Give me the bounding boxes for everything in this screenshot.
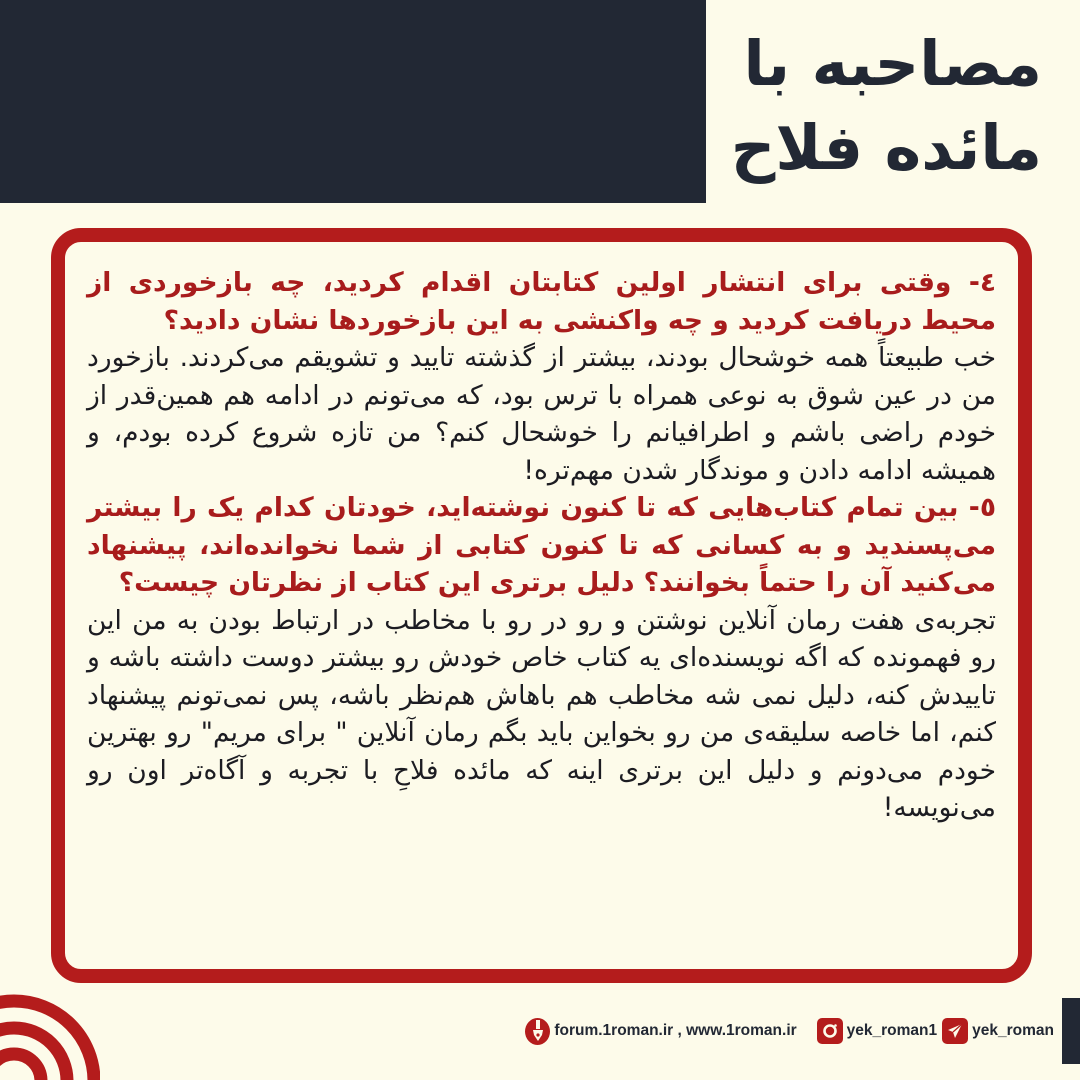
title-line-1: مصاحبه با	[743, 27, 1042, 100]
question-5: ٥- بین تمام کتاب‌هایی که تا کنون نوشته‌اید، خودتان کدام یک را بیشتر می‌پسندید و به کسانی که تا کنون کتابی از شما نخوانده‌اند، پیشنهاد می‌کنید آن را حتماً بخوانند؟ دلیل برتری این کتاب از نظرتان چیست؟	[87, 492, 996, 598]
footer-links	[525, 1011, 1054, 1051]
question-4: ٤- وقتی برای انتشار اولین کتابتان اقدام کردید، چه بازخوردی از محیط دریافت کردید و چه واکنشی به این بازخوردها نشان دادید؟	[87, 267, 996, 336]
telegram-handle[interactable]: yek_roman	[972, 1022, 1054, 1039]
answer-5: تجربه‌ی هفت رمان آنلاین نوشتن و رو در رو با مخاطب در ارتباط بودن به من این رو فهمونده که اگه نویسنده‌ای یه کتاب خاص خودش رو بیشتر دوست داشته باشه و تاییدش کنه، دلیل نمی شه مخاطب هم باهاش هم‌نظر باشه، پس نمی‌تونم پیشنهاد کنم، اما خاصه سلیقه‌ی من رو بخواین باید بگم رمان آنلاین " برای مریم" رو بهترین خودم می‌دونم و دلیل این برتری اینه که مائده فلاحِ با تجربه و آگاه‌تر اون رو می‌نویسه!	[87, 604, 996, 823]
instagram-icon	[817, 1018, 843, 1044]
concentric-rings-decoration	[0, 985, 100, 1080]
website-links[interactable]: forum.1roman.ir , www.1roman.ir	[554, 1022, 797, 1039]
footer-dark-block	[1062, 998, 1080, 1064]
answer-4: خب طبیعتاً همه خوشحال بودند، بیشتر از گذشته تایید و تشویقم می‌کردند. بازخورد من در عین شوق به نوعی همراه با ترس بود، که می‌تونم در ادامه هم همین‌قدر از خودم راضی باشم و اطرافیانم را خوشحال کنم؟ من تازه شروع کرده بودم، و همیشه ادامه دادن و موندگار شدن مهم‌تره!	[87, 342, 996, 486]
instagram-handle[interactable]: yek_roman1	[846, 1022, 938, 1039]
interview-content	[87, 264, 996, 827]
header-dark-block	[0, 0, 706, 203]
title-line-2: مائده فلاح	[730, 111, 1042, 184]
telegram-icon	[942, 1018, 968, 1044]
pen-nib-icon	[525, 1018, 550, 1045]
interview-frame	[51, 228, 1032, 983]
page-title	[702, 22, 1042, 190]
